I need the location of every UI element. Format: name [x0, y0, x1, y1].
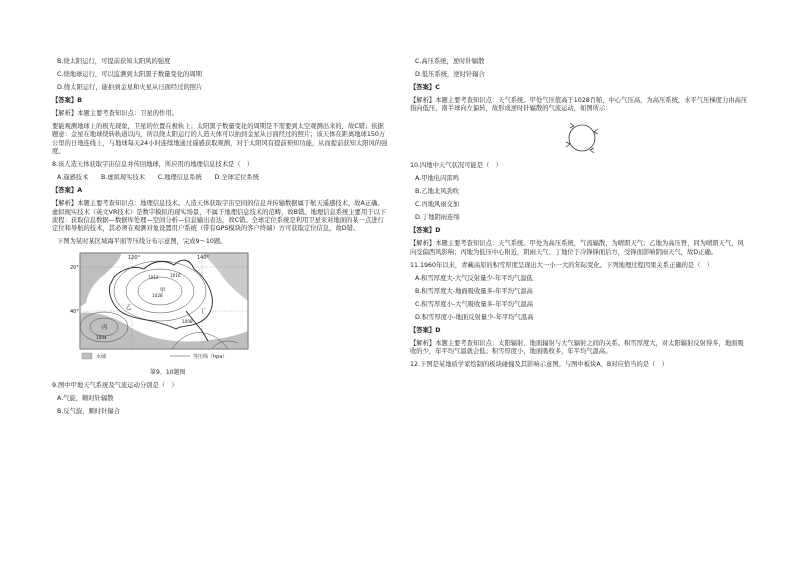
lon-label-140: 140° [197, 255, 210, 262]
paragraph: B.积雪厚度大-地面吸收量多-年平均气温高 [415, 287, 533, 295]
right-paragraphs-after [410, 162, 750, 369]
paragraph: C.高压系统，逆时针辐散 [415, 58, 485, 65]
paragraph: D.丁地阴雨连绵 [415, 214, 460, 222]
paragraph: 【解析】本题主要考查知识点：天气系统。甲处气压值高于1028百帕，中心气压高，为高压系统，水平气压梯度力由高压指向低压，南半球向左偏转，故形成逆时针辐散的气流运动，如图所示： [410, 97, 748, 113]
paragraph: A.甲地电闪雷鸣 [415, 175, 459, 183]
paragraph: C.绕地球运行，可以监测到太阳黑子数量变化的周期 [57, 71, 202, 78]
isobar-label-1004: 1004 [96, 335, 107, 341]
arrow-ne-icon [594, 129, 598, 134]
right-column [410, 58, 750, 374]
legend-isobar-label: 等压线（hpa） [193, 354, 228, 361]
paragraph: A.气旋，顺时针辐散 [57, 394, 114, 402]
legend-water-label: 水域 [96, 354, 107, 361]
paragraph: 【答案】D [410, 326, 441, 334]
divergence-diagram [560, 118, 604, 158]
arrow-sw-icon [566, 142, 570, 147]
paragraph: 【答案】A [52, 187, 83, 195]
paragraph: 【解析】本题主要考查知识点：天气系统。甲处为高压系统，气流辐散，为晴朗天气；乙地为高压脊，同为晴朗天气，风向受偏西风影响；丙地为低压中心附近，阴雨天气；丁地位于冷锋锋面后方，受锋面影响阴雨天气，故D正确。 [410, 240, 744, 256]
paragraph: D.积雪厚度小-地面反射量少-年平均气温高 [415, 313, 534, 321]
divergence-circle [569, 125, 595, 151]
left-paragraphs [52, 58, 390, 247]
isobar-label-1016: 1016 [170, 273, 181, 279]
lat-label-20: 20° [70, 265, 79, 272]
isobar-label-1008: 1008 [182, 319, 193, 325]
lon-label-120: 120° [128, 255, 141, 262]
paragraph: 【解析】本题主要考查知识点：太阳辐射、地面辐射与大气辐射之间的关系。积雪厚度大，对太阳辐射反射得多，地面吸收的少，年平均气温就会低；积雪厚度小，地面吸收多，年平均气温高。 [410, 339, 744, 356]
isobar-label-1028: 1028 [152, 293, 163, 299]
paragraph: 12.下图是某地质学家绘制的板块碰撞及其影响示意图。与图中板块A、B对应恰当的是（ ） [410, 361, 668, 369]
paragraph: 10.四地中天气状况可能是（ ） [410, 162, 502, 170]
paragraph: A.遥感技术 B.虚拟现实技术 C.地理信息系统 D.全球定位系统 [57, 174, 260, 182]
isobar-map [52, 251, 252, 369]
paragraph: 8.该人造天体获取宇宙信息并传回地球，所应用的地理信息技术是（ ） [52, 161, 254, 169]
left-paragraphs-after [52, 382, 390, 416]
paragraph: 【解析】本题主要考查知识点：地理信息技术。人造天体获取宇宙空间的信息并传输数据属于航天遥感技术，故A正确。虚拟现实技术（英文VR技术）是数字模拟的现实场景，不属于地理信息技术的范畴，故B错。地理信息系统主要用于以下流程：获取信息数据—数据库处理—空间分析—信息输出表达，故C错。全球定位系统是利用卫星来对地面的某一点进行定位和导航的技术，其必须在观测对象设置用户系统（带有GPS模块的客户终端）方可获取定位信息，故D错。 [52, 200, 387, 233]
paragraph: D.低压系统，逆时针辐合 [415, 71, 485, 78]
paragraph: 11.1960年以来，青藏高原的积雪厚度呈现出大一小一大的年际变化。下列地理过程因果关系正确的是（ ） [410, 261, 714, 269]
paragraph: 要能观测地球上的极光现象，卫星的位置在极轨上；太阳黑子数量变化的周期是不需要到太空观测出来的，故C错；依据题意：金星在地球绕转轨道以内，所以绕太阳运行的人造天体可以拍到金星从日面经过的照片；该天体在距离地球150万公里的日地连线上，与地球每天24小时连续地通过遥感获取观测，对于太阳风有提前预知功能，从而提前获知太阳风的强度。 [52, 123, 388, 156]
paragraph: 9.图中甲地天气系统及气流运动分别是（ ） [52, 381, 178, 389]
paragraph: B.乙地北风劲吹 [415, 188, 460, 196]
paragraph: C.丙地风雨交加 [415, 201, 460, 209]
point-ding: 丁 [200, 309, 206, 316]
point-bing: 丙 [102, 325, 108, 332]
isobar-label-1012: 1012 [148, 275, 159, 281]
paragraph: D.绕太阳运行，能拍到金星和火星从日面经过的照片 [57, 84, 203, 91]
arrow-se-icon [590, 148, 594, 153]
point-yi: 乙 [126, 305, 132, 312]
point-jia: 甲 [160, 288, 166, 295]
arrow-nw-icon [570, 123, 574, 128]
paragraph: 【答案】C [410, 84, 440, 91]
map-caption: 第9、10题图 [150, 369, 186, 377]
isobar-map-figure [52, 251, 390, 377]
left-column [52, 58, 390, 421]
paragraph: B.绕太阳运行，可提前获知太阳风的强度 [57, 58, 171, 65]
paragraph: 下图为某时某区域海平面等压线分布示意图，完成9～10题。 [57, 238, 227, 246]
lat-label-40: 40° [70, 309, 79, 316]
paragraph: A.积雪厚度大-大气反射量少-年平均气温低 [415, 274, 533, 282]
paragraph: C.积雪厚度小-大气吸收量多-年平均气温高 [415, 300, 533, 308]
paragraph: 【答案】D [410, 227, 441, 235]
paragraph: B.反气旋，顺时针辐合 [57, 407, 120, 415]
legend-water-swatch [82, 353, 92, 359]
paragraph: 【答案】B [52, 97, 82, 104]
paragraph: 【解析】本题主要考查知识点：卫星的作用。 [52, 110, 178, 117]
right-paragraphs [410, 58, 750, 114]
